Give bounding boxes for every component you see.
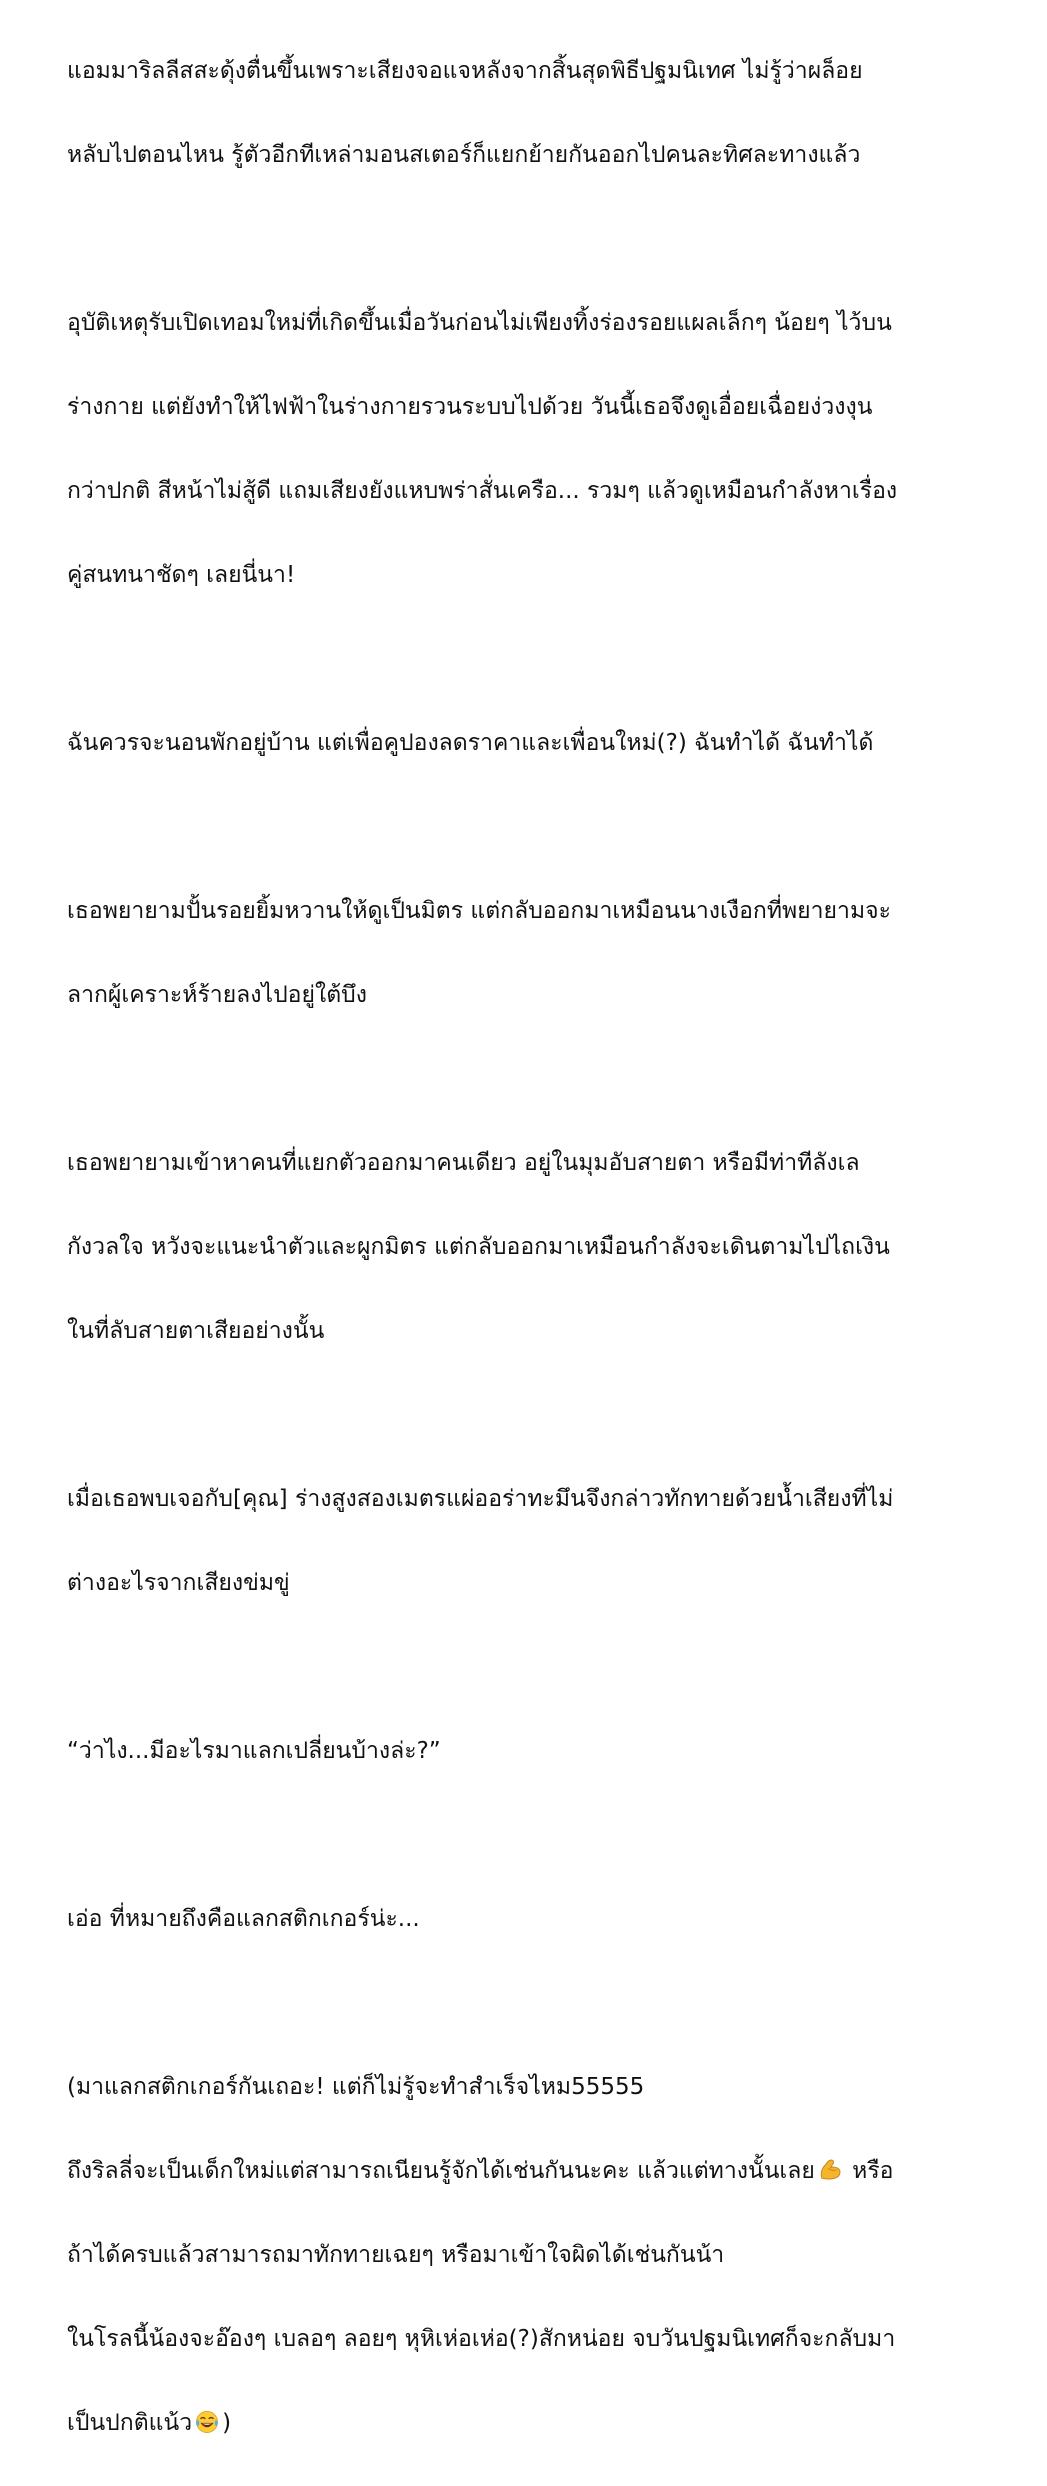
note-line: (มาแลกสติกเกอร์กันเถอะ! แต่ก็ไม่รู้จะทำสำเร็จไหม55555	[67, 2074, 645, 2100]
paragraph-3	[67, 680, 1007, 806]
paragraph-line: คู่สนทนาชัดๆ เลยนี่นา!	[67, 562, 296, 588]
paragraph-line: ลากผู้เคราะห์ร้ายลงไปอยู่ใต้บึง	[67, 982, 367, 1008]
note-text: )	[222, 2410, 232, 2436]
note-text: หรือ	[844, 2158, 894, 2184]
flexed-biceps-icon	[817, 2157, 843, 2183]
paragraph-line: กังวลใจ หวังจะแนะนำตัวและผูกมิตร แต่กลับออกมาเหมือนกำลังจะเดินตามไปไถเงิน	[67, 1234, 890, 1260]
paragraph-line: “ว่าไง...มีอะไรมาแลกเปลี่ยนบ้างล่ะ?”	[67, 1738, 441, 1764]
note-text: ถึงริลลี่จะเป็นเด็กใหม่แต่สามารถเนียนรู้จักได้เช่นกันนะคะ แล้วแต่ทางนั้นเลย	[67, 2158, 815, 2184]
author-note	[67, 2024, 1007, 2486]
paragraph-line: อุบัติเหตุรับเปิดเทอมใหม่ที่เกิดขึ้นเมื่อวันก่อนไม่เพียงทิ้งร่องรอยแผลเล็กๆ น้อยๆ ไว้บน	[67, 310, 892, 336]
paragraph-line: หลับไปตอนไหน รู้ตัวอีกทีเหล่ามอนสเตอร์ก็แยกย้ายกันออกไปคนละทิศละทางแล้ว	[67, 142, 861, 168]
tears-of-joy-icon	[194, 2409, 220, 2435]
paragraph-line: เธอพยายามปั้นรอยยิ้มหวานให้ดูเป็นมิตร แต่กลับออกมาเหมือนนางเงือกที่พยายามจะ	[67, 898, 891, 924]
paragraph-1	[67, 8, 1007, 218]
paragraph-4	[67, 848, 1007, 1058]
paragraph-line: ร่างกาย แต่ยังทำให้ไฟฟ้าในร่างกายรวนระบบไปด้วย วันนี้เธอจึงดูเอื่อยเฉื่อยง่วงงุน	[67, 394, 873, 420]
note-line: ในโรลนี้น้องจะอ๊องๆ เบลอๆ ลอยๆ หุหิเห่อเห่อ(?)สักหน่อย จบวันปฐมนิเทศก็จะกลับมา	[67, 2326, 896, 2352]
paragraph-8	[67, 1856, 1007, 1982]
paragraph-5	[67, 1100, 1007, 1394]
paragraph-line: ฉันควรจะนอนพักอยู่บ้าน แต่เพื่อคูปองลดราคาและเพื่อนใหม่(?) ฉันทำได้ ฉันทำได้	[67, 730, 874, 756]
note-line	[67, 2150, 1007, 2192]
paragraph-line: เธอพยายามเข้าหาคนที่แยกตัวออกมาคนเดียว อยู่ในมุมอับสายตา หรือมีท่าทีลังเล	[67, 1150, 860, 1176]
paragraph-line: กว่าปกติ สีหน้าไม่สู้ดี แถมเสียงยังแหบพร่าสั่นเครือ... รวมๆ แล้วดูเหมือนกำลังหาเรื่อง	[67, 478, 898, 504]
paragraph-line: ต่างอะไรจากเสียงข่มขู่	[67, 1570, 290, 1596]
note-line: ถ้าได้ครบแล้วสามารถมาทักทายเฉยๆ หรือมาเข้าใจผิดได้เช่นกันน้า	[67, 2242, 725, 2268]
paragraph-line: แอมมาริลลีสสะดุ้งตื่นขึ้นเพราะเสียงจอแจหลังจากสิ้นสุดพิธีปฐมนิเทศ ไม่รู้ว่าผล็อย	[67, 58, 863, 84]
note-text: เป็นปกติแน้ว	[67, 2410, 193, 2436]
paragraph-line: เมื่อเธอพบเจอกับ[คุณ] ร่างสูงสองเมตรแผ่ออร่าทะมึนจึงกล่าวทักทายด้วยน้ำเสียงที่ไม่	[67, 1486, 894, 1512]
paragraph-2	[67, 260, 1007, 638]
note-line	[67, 2402, 1007, 2444]
paragraph-line: เอ่อ ที่หมายถึงคือแลกสติกเกอร์น่ะ...	[67, 1906, 420, 1932]
dialogue-quote	[67, 1688, 1007, 1814]
paragraph-line: ในที่ลับสายตาเสียอย่างนั้น	[67, 1318, 325, 1344]
paragraph-6	[67, 1436, 1007, 1646]
document-body	[67, 8, 1007, 2486]
